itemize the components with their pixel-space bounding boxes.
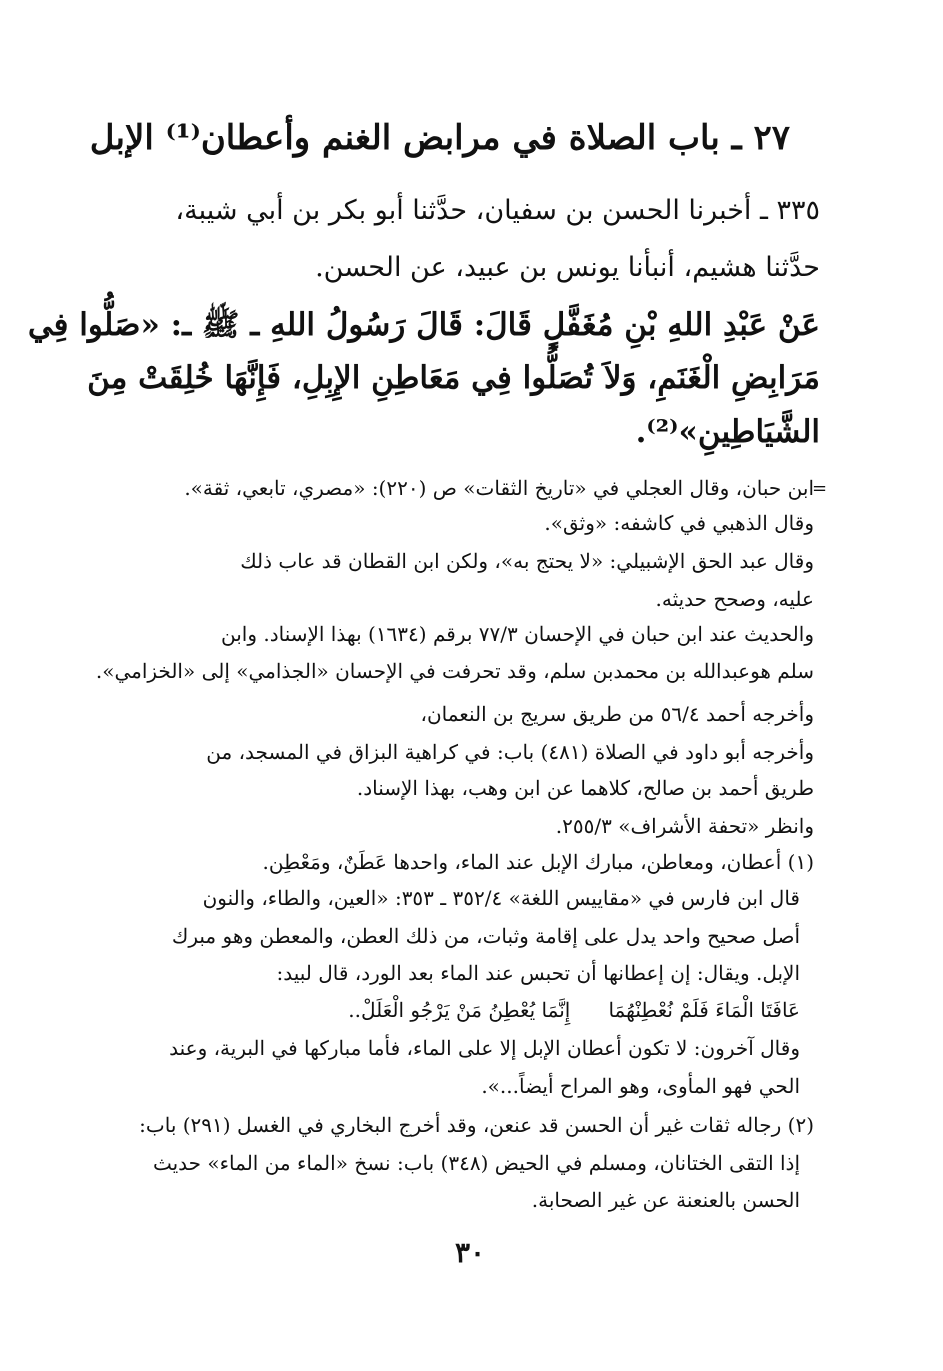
matn-line: عَنْ عَبْدِ اللهِ بْنِ مُغَفَّلٍ قَالَ: قَالَ رَسُولُ اللهِ ـ ﷺ ـ: «صَلُّوا فِي [27, 307, 820, 343]
matn-line: الشَّيَاطِينِ»⁽²⁾. [635, 414, 820, 450]
page-number: ٣٠ [454, 1236, 486, 1269]
footnote-line: قال ابن فارس في «مقاييس اللغة» ٣٥٢/٤ ـ ٣٥٣: «العين، والطاء، والنون [202, 886, 800, 910]
footnote-line: وانظر «تحفة الأشراف» ٢٥٥/٣. [555, 814, 814, 838]
footnote-line: الإبل. ويقال: إن إعطانها أن تحبس عند الماء بعد الورد، قال لبيد: [276, 961, 800, 985]
matn-line: مَرَابِضِ الْغَنَمِ، وَلاَ تُصَلُّوا فِي مَعَاطِنِ الإِبِلِ، فَإِنَّهَا خُلِقَتْ مِنَ [87, 360, 820, 396]
footnote-line: وقال الذهبي في كاشفه: «وثق». [544, 511, 814, 535]
footnote-line: أصل صحيح واحد يدل على إقامة وثبات، من ذلك العطن، والمعطن وهو مبرك [171, 924, 800, 948]
footnote-2: (٢) رجاله ثقات غير أن الحسن قد عنعن، وقد أخرج البخاري في الغسل (٢٩١) باب: [139, 1113, 814, 1137]
footnote-line: إذا التقى الختانان، ومسلم في الحيض (٣٤٨) باب: نسخ «الماء من الماء» حديث [152, 1151, 800, 1175]
chapter-title: ٢٧ ـ باب الصلاة في مرابض الغنم وأعطان⁽¹⁾ الإبل [89, 118, 790, 158]
footnote-line: وأخرجه أحمد ٥٦/٤ من طريق سريج بن النعمان، [420, 702, 814, 726]
footnote-line: ابن حبان، وقال العجلي في «تاريخ الثقات» ص (٢٢٠): «مصري، تابعي، ثقة». [184, 476, 814, 500]
footnote-line: وقال آخرون: لا تكون أعطان الإبل إلا على الماء، فأما مباركها في البرية، وعند [169, 1036, 800, 1060]
footnote-line: وقال عبد الحق الإشبيلي: «لا يحتج به»، ولكن ابن القطان قد عاب ذلك [240, 549, 814, 573]
footnote-1: (١) أعطان، ومعاطن، مبارك الإبل عند الماء، واحدها عَطَنٌ، ومَعْطِن. [262, 850, 814, 874]
continuation-mark: = [812, 478, 828, 499]
footnote-line: سلم هوعبدالله بن محمدبن سلم، وقد تحرفت في الإحسان «الجذامي» إلى «الخزامي». [95, 659, 814, 683]
footnote-line: وأخرجه أبو داود في الصلاة (٤٨١) باب: في كراهية البزاق في المسجد، من [206, 740, 814, 764]
poetry-verse: عَافَتَا الْمَاءَ فَلَمْ نُعْطِنْهُمَا إِنَّمَا يُعْطِنُ مَنْ يَرْجُو الْعَلَلْ.. [348, 998, 800, 1022]
footnote-line: والحديث عند ابن حبان في الإحسان ٧٧/٣ برقم (١٦٣٤) بهذا الإسناد. وابن [220, 622, 814, 646]
footnote-line: طريق أحمد بن صالح، كلاهما عن ابن وهب، بهذا الإسناد. [356, 776, 814, 800]
footnote-line: الحسن بالعنعنة عن غير الصحابة. [531, 1188, 800, 1212]
footnote-line: الحي فهو المأوى، وهو المراح أيضاً...». [481, 1074, 800, 1098]
footnote-line: عليه، وصحح حديثه. [655, 587, 814, 611]
isnad-line: ٣٣٥ ـ أخبرنا الحسن بن سفيان، حدَّثنا أبو بكر بن أبي شيبة، [175, 195, 820, 226]
isnad-line: حدَّثنا هشيم، أنبأنا يونس بن عبيد، عن الحسن. [315, 252, 820, 283]
